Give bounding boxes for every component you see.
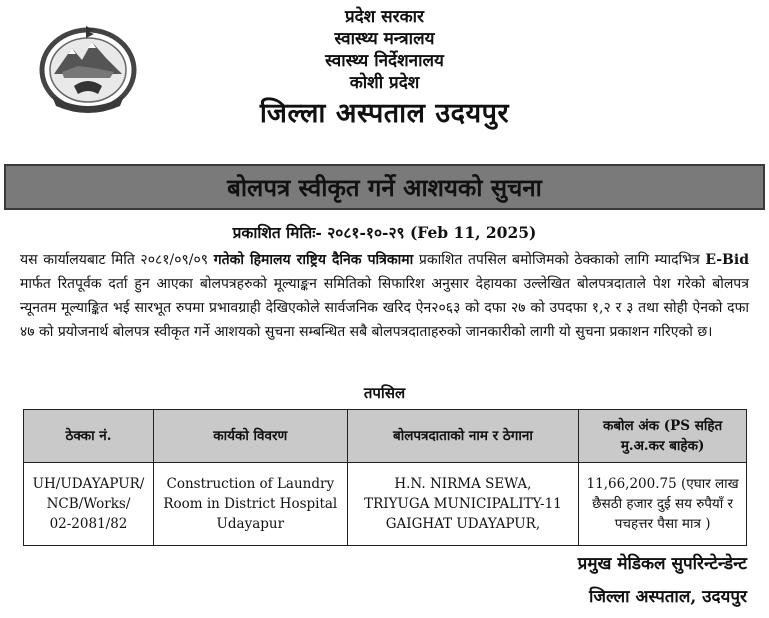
body-text-2: प्रकाशित तपसिल बमोजिमको ठेक्काको लागि म्यादभित्र [413,252,706,268]
letterhead-ministry: स्वास्थ्य मन्त्रालय [334,29,435,49]
hospital-name: जिल्ला अस्पताल उदयपुर [259,98,510,129]
table-row [24,463,747,546]
letterhead-province-government: प्रदेश सरकार [344,7,425,27]
signatory-title: प्रमुख मेडिकल सुपरिन्टेन्डेन्ट [577,554,747,574]
cell-bid-amount: 11,66,200.75 (एघार लाख छैसठी हजार दुई सय रुपैयाँ र पचहत्तर पैसा मात्र ) [579,463,747,546]
body-text-newspaper: गतेको हिमालय राष्ट्रिय दैनिक पत्रिकामा [213,252,414,268]
notice-title-banner [4,164,765,210]
header-bidder-name-address: बोलपत्रदाताको नाम र ठेगाना [347,410,579,463]
published-date: प्रकाशित मितिः- २०८१-१०-२९ (Feb 11, 2025) [232,223,537,242]
letterhead-province: कोशी प्रदेश [349,73,420,93]
body-text-ebid: E-Bid [705,252,749,268]
header-work-description: कार्यको विवरण [153,410,347,463]
signatory-office: जिल्ला अस्पताल, उदयपुर [588,587,747,607]
body-text-3: मार्फत रितपूर्वक दर्ता हुन आएका बोलपत्रहरुको मूल्याङ्कन समितिको सिफारिश अनुसार देहायका उल्लेखित बोलपत्रदाताले पेश गरेको बोलपत्र न्यूनतम मूल्याङ्कित भई सारभूत रुपमा प्रभावग्राही देखिएकोले सार्वजनिक खरिद ऐन२०६३ को दफा २७ को उपदफा १,२ र ३ तथा सोही ऐनको दफा ४७ को प्रयोजनार्थ बोलपत्र स्वीकृत गर्ने आशयको सुचना सम्बन्धित सबै बोलपत्रदाताहरुको जानकारीको लागी यो सुचना प्रकाशन गरिएको छ। [20,276,749,340]
letterhead [0,6,769,132]
details-caption: तपसिल [363,384,406,402]
signature-block [578,548,747,614]
table-header-row [24,410,747,463]
header-contract-no: ठेक्का नं. [24,410,154,463]
letterhead-directorate: स्वास्थ्य निर्देशनालय [325,51,444,71]
cell-work-description: Construction of Laundry Room in District Hospital Udayapur [153,463,347,546]
header-bid-amount: कबोल अंक (PS सहित मु.अ.कर बाहेक) [579,410,747,463]
cell-contract-no: UH/UDAYAPUR/ NCB/Works/ 02-2081/82 [24,463,154,546]
cell-bidder: H.N. NIRMA SEWA, TRIYUGA MUNICIPALITY-11 GAIGHAT UDAYAPUR, [347,463,579,546]
body-text-1: यस कार्यालयबाट मिति २०८१/०९/०९ [20,252,214,268]
notice-title: बोलपत्र स्वीकृत गर्ने आशयको सुचना [227,172,542,202]
tender-table [23,409,747,546]
notice-body [20,248,749,344]
